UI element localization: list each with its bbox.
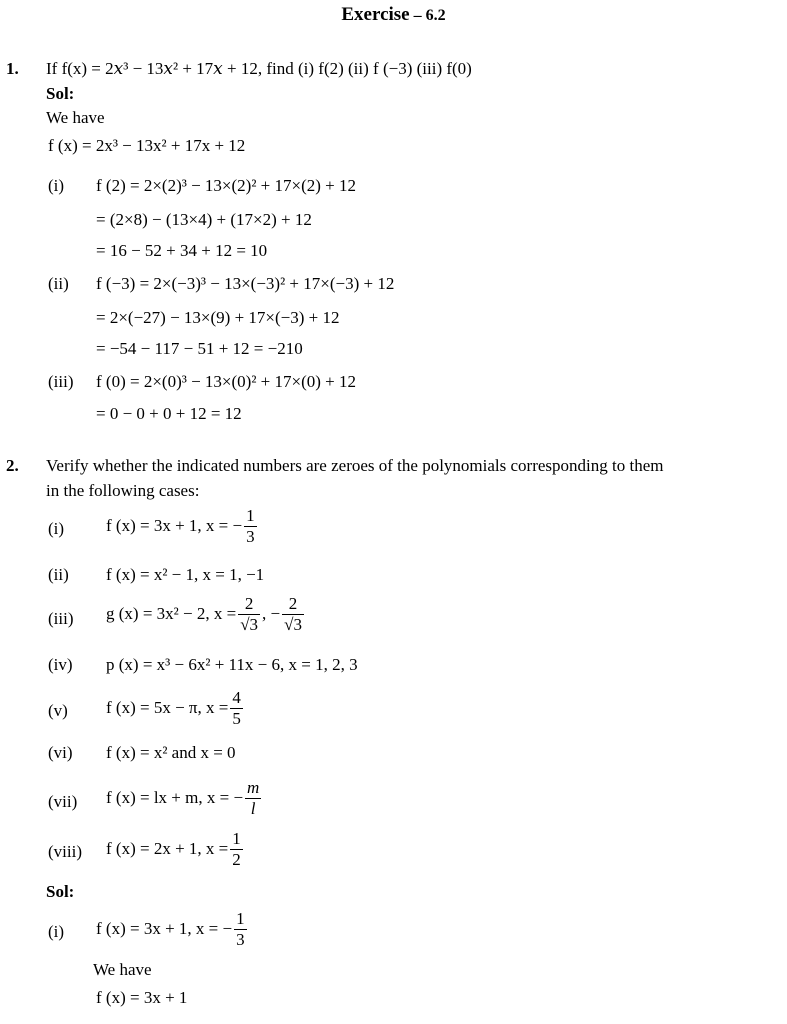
q1-part-ii-line: f (−3) = 2×(−3)³ − 13×(−3)² + 17×(−3) + 12 [96, 274, 395, 293]
q2-item-label: (iii) [48, 609, 74, 628]
fraction-denominator: 3 [246, 526, 255, 546]
q2-item [106, 506, 259, 546]
q1-part-i-line: f (2) = 2×(2)³ − 13×(2)² + 17×(2) + 12 [96, 176, 357, 195]
q2-number: 2. [6, 456, 19, 475]
fraction [234, 909, 247, 949]
q2-sol-expr: f (x) = 3x + 1, x = − [96, 919, 233, 939]
q1-part-label: (i) [48, 176, 65, 195]
q1-we-have: We have [46, 108, 105, 127]
fraction-numerator: 1 [232, 829, 241, 848]
fraction [238, 594, 260, 634]
q2-item-expr: g (x) = 3x² − 2, x = [106, 604, 237, 624]
q1-part-iii-line: f (0) = 2×(0)³ − 13×(0)² + 17×(0) + 12 [96, 372, 357, 391]
q1-part-iii-line: = 0 − 0 + 0 + 12 = 12 [96, 404, 242, 423]
q1-part-label: (iii) [48, 372, 74, 391]
fraction-denominator: 3 [236, 929, 245, 949]
fraction-denominator: √3 [284, 614, 302, 634]
page-title [0, 4, 787, 26]
q2-question-text: in the following cases: [46, 481, 200, 500]
q2-item-label: (vi) [48, 743, 73, 762]
fraction [244, 506, 257, 546]
fraction-numerator: 2 [282, 594, 304, 615]
fraction-numerator: 4 [232, 688, 241, 707]
q1-part-ii-line: = −54 − 117 − 51 + 12 = −210 [96, 339, 303, 358]
fraction-numerator: m [247, 778, 260, 797]
q2-item-expr: f (x) = 2x + 1, x = [106, 839, 229, 859]
q2-item-expr: p (x) = x³ − 6x² + 11x − 6, x = 1, 2, 3 [106, 655, 358, 674]
fraction [282, 594, 304, 634]
q2-item-label: (viii) [48, 842, 82, 861]
title-number: – 6.2 [409, 7, 446, 24]
q1-function-eq: f (x) = 2x³ − 13x² + 17x + 12 [48, 136, 246, 155]
q2-item [106, 829, 245, 869]
q2-item-label: (vii) [48, 792, 78, 811]
q2-last-eq: f (x) = 3x + 1 [96, 988, 188, 1007]
q2-item-label: (iv) [48, 655, 73, 674]
q1-part-i-line: = 16 − 52 + 34 + 12 = 10 [96, 241, 268, 260]
q2-item-expr: f (x) = 3x + 1, x = − [106, 516, 243, 536]
q2-item-label: (i) [48, 519, 65, 538]
q2-item-label: (v) [48, 701, 68, 720]
q2-item-tail: , − [262, 604, 281, 624]
q2-item-label: (ii) [48, 565, 69, 584]
fraction [230, 829, 243, 869]
fraction-numerator: 1 [236, 909, 245, 928]
fraction-numerator: 2 [238, 594, 260, 615]
q2-we-have: We have [93, 960, 152, 979]
fraction [230, 688, 243, 728]
q1-part-ii-line: = 2×(−27) − 13×(9) + 17×(−3) + 12 [96, 308, 340, 327]
q2-item [106, 778, 263, 818]
q1-part-i-line: = (2×8) − (13×4) + (17×2) + 12 [96, 210, 312, 229]
q1-sol-label: Sol: [46, 84, 75, 103]
fraction-denominator: l [250, 798, 256, 818]
q2-item-expr: f (x) = x² and x = 0 [106, 743, 236, 762]
q2-item [106, 688, 245, 728]
fraction-denominator: 2 [232, 849, 241, 869]
q2-question-text: Verify whether the indicated numbers are zeroes of the polynomials corresponding to them [46, 456, 664, 475]
q1-part-label: (ii) [48, 274, 69, 293]
title-main: Exercise [341, 4, 410, 25]
fraction-numerator: 1 [246, 506, 255, 525]
q2-item-expr: f (x) = lx + m, x = − [106, 788, 244, 808]
fraction [245, 778, 261, 818]
q2-sol-part [96, 909, 249, 949]
fraction-denominator: √3 [240, 614, 259, 634]
q2-sol-part-label: (i) [48, 922, 65, 941]
q2-sol-label: Sol: [46, 882, 75, 901]
fraction-denominator: 5 [232, 708, 241, 728]
q2-item-expr: f (x) = x² − 1, x = 1, −1 [106, 565, 265, 584]
q2-item [106, 594, 306, 634]
q1-question-text: If f(x) = 2𝑥³ − 13𝑥² + 17𝑥 + 12, find (i) f(2) (ii) f (−3) (iii) f(0) [46, 59, 472, 78]
q1-number: 1. [6, 59, 19, 78]
q2-item-expr: f (x) = 5x − π, x = [106, 698, 229, 718]
